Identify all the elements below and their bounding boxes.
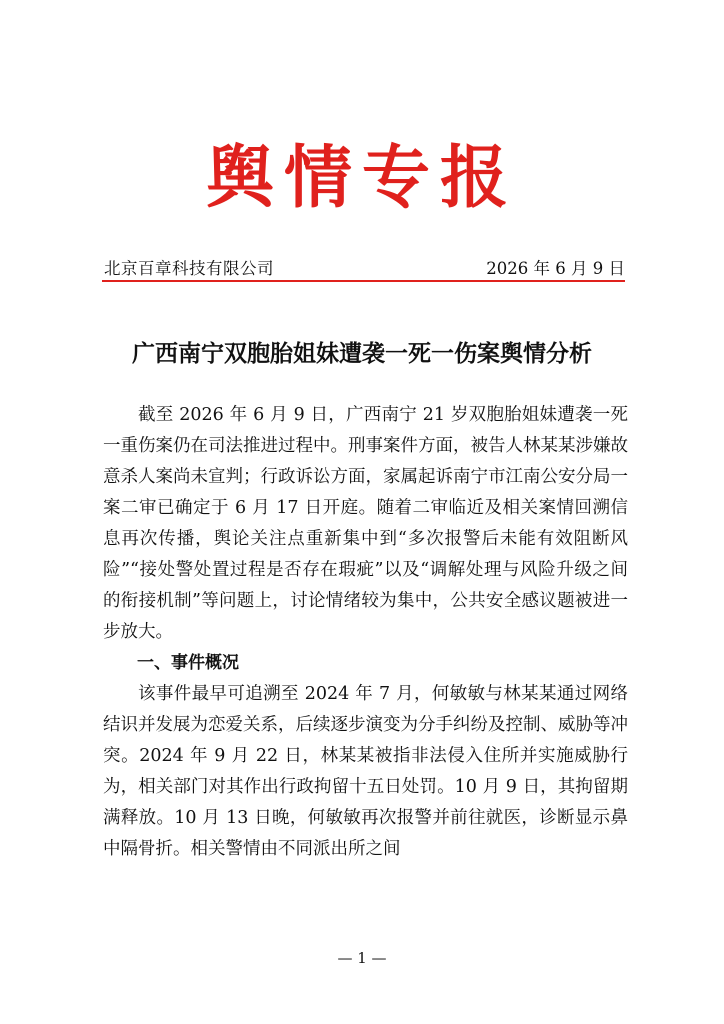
document-title: 广西南宁双胞胎姐妹遭袭一死一伤案舆情分析 bbox=[132, 340, 592, 367]
section-heading-event-overview: 一、事件概况 bbox=[137, 653, 239, 673]
intro-paragraph: 截至 2026 年 6 月 9 日，广西南宁 21 岁双胞胎姐妹遭袭一死一重伤案仍在司法推进过程中。刑事案件方面，被告人林某某涉嫌故意杀人案尚未宣判；行政诉讼方面，家属起诉南宁市江南公安分局一案二审已确定于 6 月 17 日开庭。随着二审临近及相关案情回溯信息再次传播，舆论关注点重新集中到“多次报警后未能有效阻断风险”“接处警处置过程是否存在瑕疵”以及“调解处理与风险升级之间的衔接机制”等问题上，讨论情绪较为集中，公共安全感议题被进一步放大。 bbox=[103, 405, 628, 642]
issuer-organization: 北京百章科技有限公司 bbox=[104, 259, 274, 278]
issue-date: 2026 年 6 月 9 日 bbox=[486, 259, 625, 278]
issuer-date-row bbox=[104, 256, 625, 282]
event-overview-paragraph: 该事件最早可追溯至 2024 年 7 月，何敏敏与林某某通过网络结识并发展为恋爱关系，后续逐步演变为分手纠纷及控制、威胁等冲突。2024 年 9 月 22 日，林某某被指非法侵入住所并实施威胁行为，相关部门对其作出行政拘留十五日处罚。10 月 9 日，其拘留期满释放。10 月 13 日晚，何敏敏再次报警并前往就医，诊断显示鼻中隔骨折。相关警情由不同派出所之间 bbox=[103, 684, 628, 859]
document-body bbox=[103, 400, 628, 865]
red-divider-line bbox=[102, 280, 625, 282]
masthead-title: 舆情专报 bbox=[205, 138, 518, 218]
page-number: — 1 — bbox=[337, 949, 387, 967]
